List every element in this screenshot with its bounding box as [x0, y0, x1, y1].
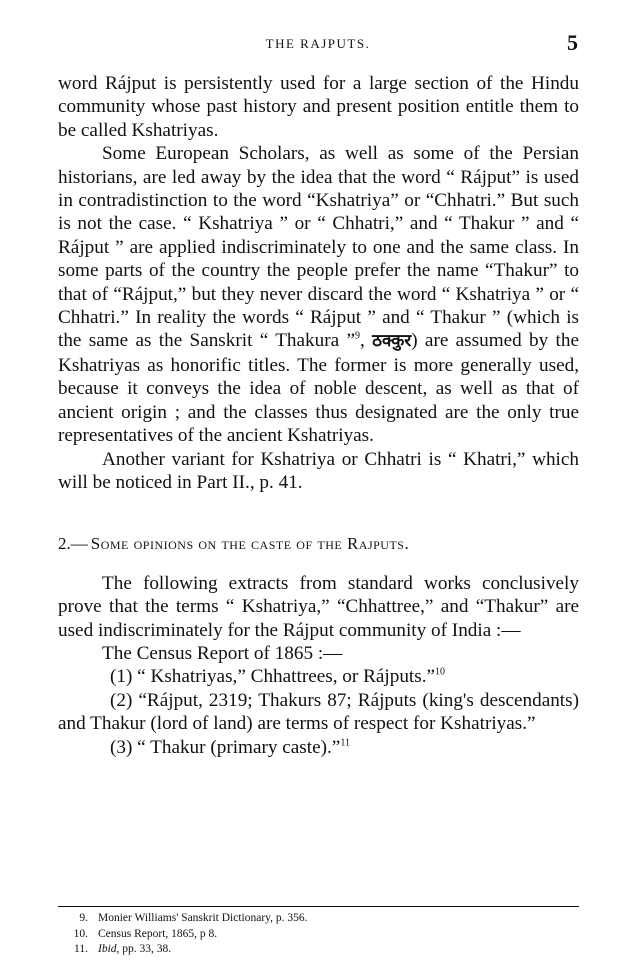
- footnote-ref-11: 11: [340, 737, 350, 749]
- footnote-mark: 10.: [73, 927, 88, 940]
- footnote-mark: 11.: [74, 943, 88, 955]
- footnote-ibid: Ibid,: [98, 943, 120, 955]
- paragraph-text-b: ) are assumed by the Kshatriyas as honorific titles. The former is more generally used, because it conveys the idea of noble descent, as well as that of ancient origin ; and the classes thus designated are the only true representatives of the ancient Kshatriyas.: [58, 330, 579, 447]
- page-number: 5: [567, 30, 578, 55]
- footnote-pages: pp. 33, 38.: [119, 943, 172, 955]
- section-title: Some opinions on the caste of the Rajputs.: [90, 534, 410, 554]
- extract-item-3-text: (3) “ Thakur (primary caste).”: [110, 736, 341, 758]
- footnote-text: Census Report, 1865, p 8.: [98, 927, 218, 940]
- section-heading: [58, 532, 579, 555]
- footnotes: [58, 906, 579, 958]
- section-number: 2.—: [58, 534, 88, 554]
- extract-item-2: (2) “Rájput, 2319; Thakurs 87; Rájputs (king's descendants) and Thakur (lord of land) are terms of respect for Kshatriyas.”: [58, 689, 579, 735]
- footnote: [58, 911, 579, 927]
- census-line: The Census Report of 1865 :—: [102, 642, 343, 664]
- paragraph-european-scholars: Some European Scholars, as well as some of the Persian historians, are led away by the idea that the word “ Rájput” is used in contradistinction to the word “Kshatriya” or “Chhatri.” But such is not the case. “ Kshatriya ” or “ Chhatri,” and “ Thakur ” and “ Rájput ” are applied indiscriminately to one and the same class. In some parts of the country the people prefer the name “Thakur” to that of “Rájput,” but they never discard the word “ Kshatriya ” or “ Chhatri.” In reality the words “ Rájput ” and “ Thakur ” (which is the same as the Sanskrit “ Thakura ”$^9$, ठक्कुर) are assumed by the Kshatriyas as honorific titles. The former is more generally used, because it conveys the idea of noble descent, as well as that of ancient origin ; and the classes thus designated are the only true representatives of the ancient Kshatriyas.: [58, 143, 579, 447]
- extract-item-1-text: (1) “ Kshatriyas,” Chhattrees, or Rájputs.”: [110, 666, 436, 688]
- paragraph-text-a: Some European Scholars, as well as some of the Persian historians, are led away by the idea that the word “ Rájput” is used in contradistinction to the word “Kshatriya” or “Chhatri.” But such is not the case. “ Kshatriya ” or “ Chhatri,” and “ Thakur ” and “ Rájput ” are applied indiscriminately to one and the same class. In some parts of the country the people prefer the name “Thakur” to that of “Rájput,” but they never discard the word “ Kshatriya ” or “ Chhatri.” In reality the words “ Rájput ” and “ Thakur ” (which is the same as the Sanskrit “ Thakura ”: [58, 143, 579, 352]
- paragraph-extracts-intro: The following extracts from standard works conclusively prove that the terms “ Kshatriya,” “Chhattree,” and “Thakur” are used indiscriminately for the Rájput community of India :—: [58, 572, 579, 641]
- footnote: [58, 927, 579, 943]
- page-body: [58, 72, 579, 759]
- extract-item-1: [58, 665, 579, 688]
- footnote-ref-9: 9: [354, 331, 360, 343]
- extract-item-3: [58, 736, 579, 759]
- footnote-text: Monier Williams' Sanskrit Dictionary, p. 356.: [98, 912, 308, 924]
- paragraph-khatri: Another variant for Kshatriya or Chhatri is “ Khatri,” which will be noticed in Part II., p. 41.: [58, 448, 579, 493]
- devanagari-thakkura: ठक्कुर: [372, 331, 412, 352]
- running-title: THE RAJPUTS.: [265, 36, 371, 51]
- footnote-text: [98, 942, 171, 958]
- running-head: [0, 30, 636, 55]
- footnote-ref-10: 10: [435, 666, 446, 678]
- paragraph-continuation: word Rájput is persistently used for a large section of the Hindu community whose past history and present position entitle them to be called Kshatriyas.: [58, 73, 579, 141]
- footnote-mark: 9.: [79, 912, 88, 924]
- footnote: [58, 942, 579, 958]
